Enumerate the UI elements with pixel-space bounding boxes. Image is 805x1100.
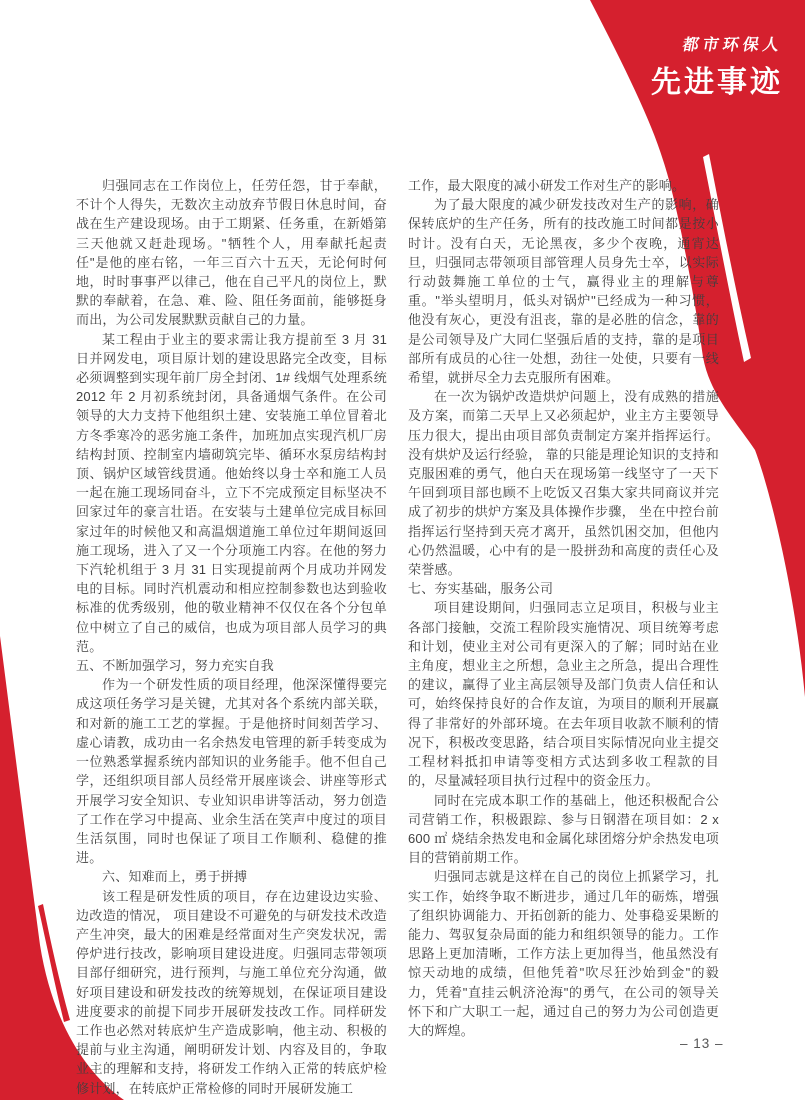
paragraph: 该工程是研发性质的项目，存在边建设边实验、边改造的情况， 项目建设不可避免的与研发技术改造产生冲突，最大的困难是经常面对生产突发状况，需停炉进行技改，影响项目建设进度。归强同志带领项目部仔细研究，进行预判，与施工单位充分沟通，做好项目建设和研发技改的统筹规划，在保证项目建设进度要求的前提下同步开展研发技改工作。同样研发工作也必然对转底炉生产造成影响，他主动、积极的提前与业主沟通，阐明研发计划、内容及目的，争取业主的理解和支持，将研发工作纳入正常的转底炉检修计划，在转底炉正常检修的同时开展研发施工 — [76, 888, 387, 1096]
section-heading: 六、知难而上，勇于拼搏 — [102, 869, 248, 885]
paragraph: 项目建设期间，归强同志立足项目，积极与业主各部门接触，交流工程阶段实施情况、项目统筹考虑和计划，使业主对公司有更深入的了解；同时站在业主角度，想业主之所想，急业主之所急，提出合理性的建议，赢得了业主高层领导及部门负责人信任和认可，始终保持良好的合作友谊，为项目的顺利开展赢得了非常好的外部环境。在去年项目收款不顺利的情况下，积极改变思路，结合项目实际情况向业主提交工程材料抵扣申请等变相方式达到多收工程款的目的，尽量减轻项目执行过程中的资金压力。 — [408, 600, 719, 789]
article-column-right — [408, 176, 719, 1040]
section-heading: 七、夯实基础，服务公司 — [408, 581, 554, 597]
section-title: 先进事迹 — [651, 66, 783, 99]
paragraph: 在一次为锅炉改造烘炉问题上，没有成熟的措施及方案，而第二天早上又必须起炉，业主方主要领导压力很大，提出由项目部负责制定方案并指挥运行。没有烘炉及运行经验， 靠的只能是理论知识的支持和克服困难的勇气，他白天在现场第一线坚守了一天下午回到项目部也顾不上吃饭又召集大家共同商议并完成了初步的烘炉方案及具体操作步骤， 坐在中控台前指挥运行坚持到天亮才离开，虽然饥困交加，但他内心仍然温暖，心中有的是一股拼劲和高度的责任心及荣誉感。 — [408, 389, 719, 578]
masthead — [651, 32, 783, 101]
paragraph: 同时在完成本职工作的基础上，他还积极配合公司营销工作，积极跟踪、参与日钢潜在项目如：2 x 600 ㎡ 烧结余热发电和金属化球团熔分炉余热发电项目的营销前期工作。 — [408, 792, 719, 866]
article-column-left — [76, 176, 387, 1098]
paragraph: 归强同志就是这样在自己的岗位上抓紧学习，扎实工作，始终争取不断进步，通过几年的砺炼，增强了组织协调能力、开拓创新的能力、处事稳妥果断的能力、驾驭复杂局面的能力和组织领导的能力。工作思路上更加清晰，工作方法上更加得当，他虽然没有惊天动地的成绩，但他凭着"吹尽狂沙始到金"的毅力，凭着"直挂云帆济沧海"的勇气，在公司的领导关怀下和广大职工一起，通过自己的努力为公司创造更大的辉煌。 — [408, 869, 719, 1038]
paragraph: 某工程由于业主的要求需让我方提前至 3 月 31 日并网发电，项目原计划的建设思路完全改变，目标必须调整到实现年前厂房全封闭、1# 线烟气处理系统 2012 年 2 月初系统封闭，具备通烟气条件。在公司领导的大力支持下他组织土建、安装施工单位冒着北方冬季寒冷的恶劣施工条件，加班加点实现汽机厂房结构封顶、控制室内墙砌筑完毕、循环水泵房结构封顶、锅炉区域管线贯通。他始终以身士卒和施工人员一起在施工现场同奋斗，立下不完成预定目标坚决不回家过年的豪言壮语。在安装与土建单位完成目标回家过年的时候他又和高温烟道施工单位过年期间返回施工现场，进入了又一个分项施工内容。在他的努力下汽轮机组于 3 月 31 日实现提前两个月成功并网发电的目标。同时汽机震动和相应控制参数也达到验收标准的优秀级别，他的敬业精神不仅仅在各个分包单位中树立了自己的威信，也成为项目部人员学习的典范。 — [76, 331, 387, 654]
paragraph: 工作，最大限度的减小研发工作对生产的影响。 — [408, 178, 686, 193]
masthead-logo-script: 都市环保人 — [681, 37, 785, 54]
paragraph: 作为一个研发性质的项目经理，他深深懂得要完成这项任务学习是关键，尤其对各个系统内部关联，和对新的施工工艺的掌握。于是他挤时间刻苦学习、虚心请教，成功由一名余热发电管理的新手转变成为一位熟悉掌握系统内部知识的业务能手。他不但自己学，还组织项目部人员经常开展座谈会、讲座等形式开展学习安全知识、专业知识串讲等活动，努力创造了工作在学习中提高、业余生活在笑声中度过的项目生活氛围，同时也保证了项目工作顺利、稳健的推进。 — [76, 677, 387, 866]
page-number: – 13 – — [680, 1036, 724, 1051]
paragraph: 归强同志在工作岗位上，任劳任怨，甘于奉献，不计个人得失，无数次主动放弃节假日休息时间，奋战在生产建设现场。由于工期紧、任务重，在新婚第三天他就又赶赴现场。"牺牲个人，用奉献托起责任"是他的座右铭，一年三百六十五天，无论何时何地，时时事事严以律己，他在自己平凡的岗位上，默默的奉献着，在急、难、险、阻任务面前，能够挺身而出，为公司发展默默贡献自己的力量。 — [76, 178, 387, 328]
paragraph: 为了最大限度的减少研发技改对生产的影响，确保转底炉的生产任务，所有的技改施工时间都是按小时计。没有白天，无论黑夜，多少个夜晚，通宵达旦，归强同志带领项目部管理人员身先士卒，以实际行动鼓舞施工单位的士气，赢得业主的理解与尊重。"举头望明月，低头对锅炉"已经成为一种习惯，他没有灰心，更没有沮丧，靠的是必胜的信念，靠的是公司领导及广大同仁坚强后盾的支持，靠的是项目部所有成员的心往一处想，劲往一处使，只要有一线希望，就拼尽全力去克服所有困难。 — [408, 197, 719, 386]
section-heading: 五、不断加强学习，努力充实自我 — [76, 658, 275, 674]
